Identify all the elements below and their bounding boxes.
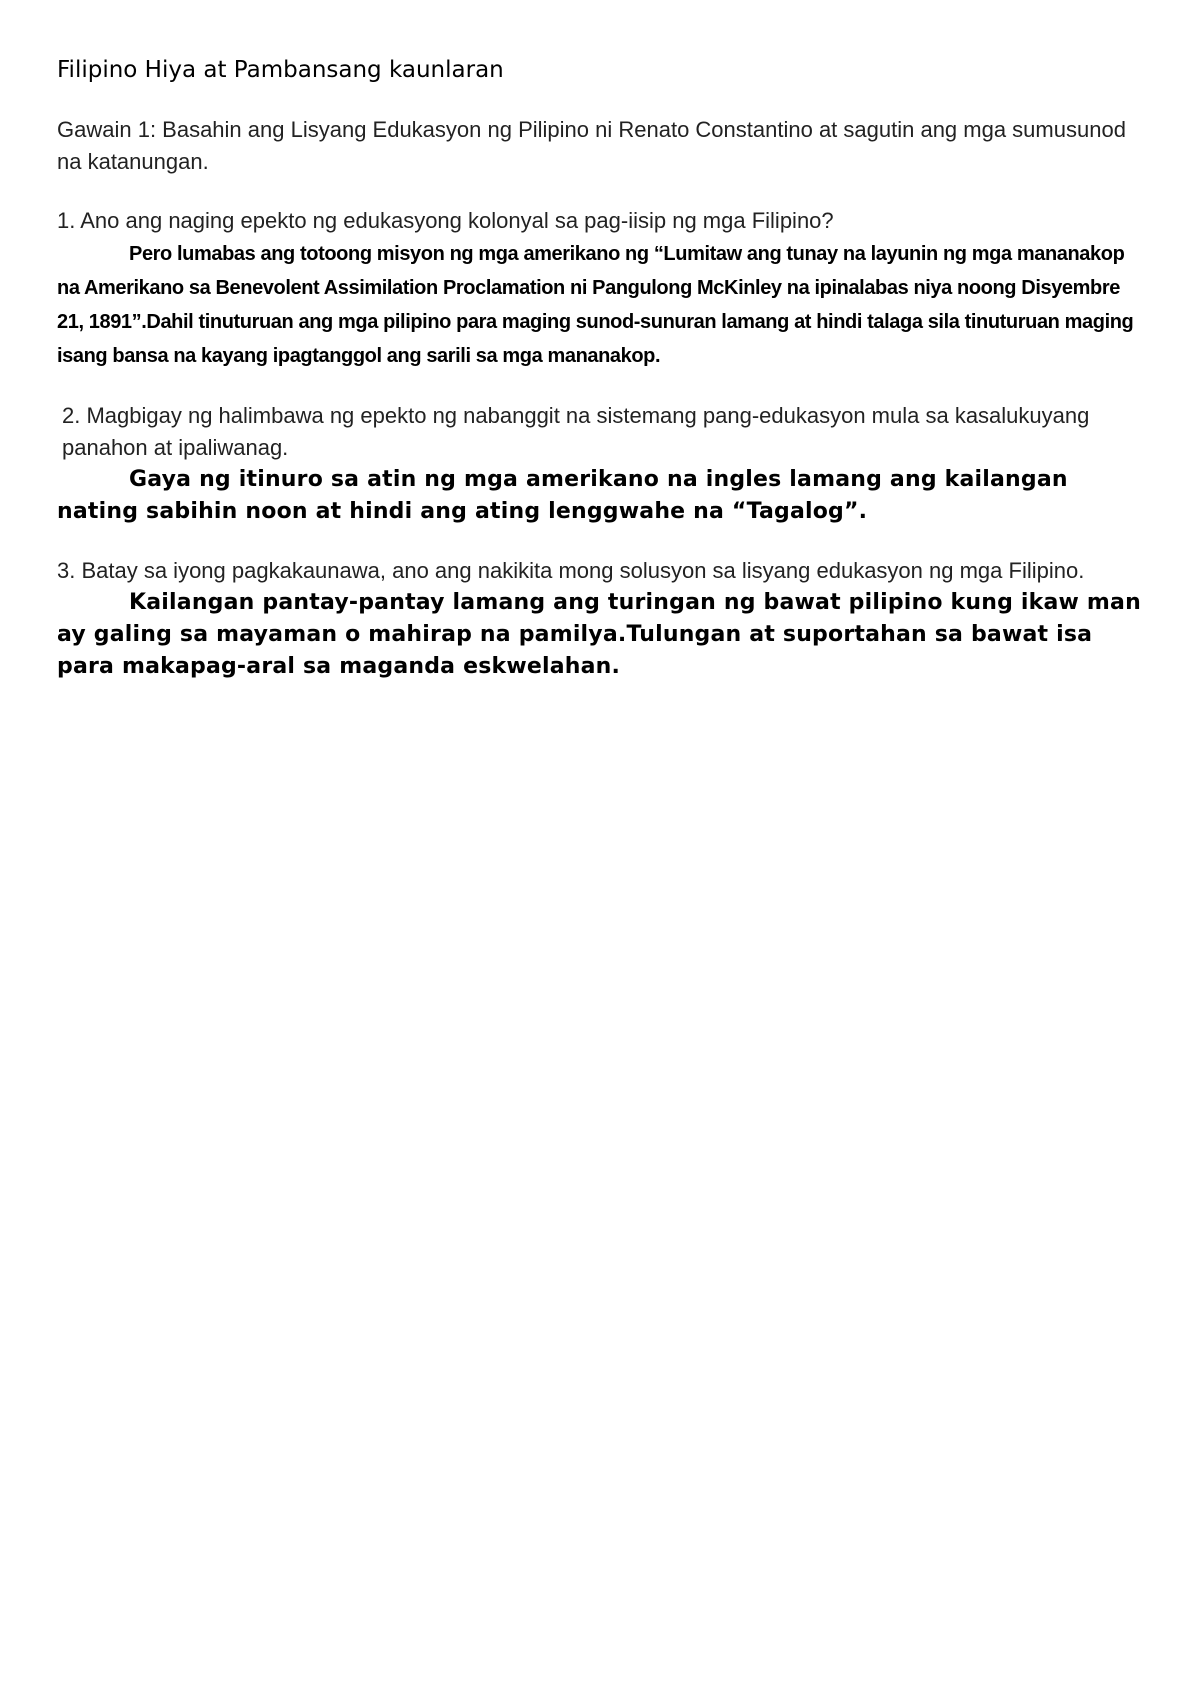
document-title: Filipino Hiya at Pambansang kaunlaran (57, 57, 504, 83)
answer-2: Gaya ng itinuro sa atin ng mga amerikano na ingles lamang ang kailangan nating sabihin noon at hindi ang ating lenggwahe na “Tagalog”. (57, 467, 1068, 524)
answer-1: Pero lumabas ang totoong misyon ng mga amerikano ng “Lumitaw ang tunay na layunin ng mga mananakop na Amerikano sa Benevolent Assimilation Proclamation ni Pangulong McKinley na ipinalabas niya noong Disyembre 21, 1891”.Dahil tinuturuan ang mga pilipino para maging sunod-sunuran lamang at hindi talaga sila tinuturuan maging isang bansa na kayang ipagtanggol ang sarili sa mga mananakop. (57, 243, 1134, 367)
activity-instructions: Gawain 1: Basahin ang Lisyang Edukasyon ng Pilipino ni Renato Constantino at sagutin ang mga sumusunod na katanungan. (57, 117, 1126, 174)
question-2: 2. Magbigay ng halimbawa ng epekto ng nabanggit na sistemang pang-edukasyon mula sa kasalukuyang panahon at ipaliwanag. (62, 403, 1090, 460)
answer-3: Kailangan pantay-pantay lamang ang turingan ng bawat pilipino kung ikaw man ay galing sa mayaman o mahirap na pamilya.Tulungan at suportahan sa bawat isa para makapag-aral sa maganda eskwelahan. (57, 590, 1141, 679)
question-1: 1. Ano ang naging epekto ng edukasyong kolonyal sa pag-iisip ng mga Filipino? (57, 208, 834, 233)
question-3: 3. Batay sa iyong pagkakaunawa, ano ang nakikita mong solusyon sa lisyang edukasyon ng mga Filipino. (57, 558, 1085, 583)
document-body (57, 52, 1147, 710)
